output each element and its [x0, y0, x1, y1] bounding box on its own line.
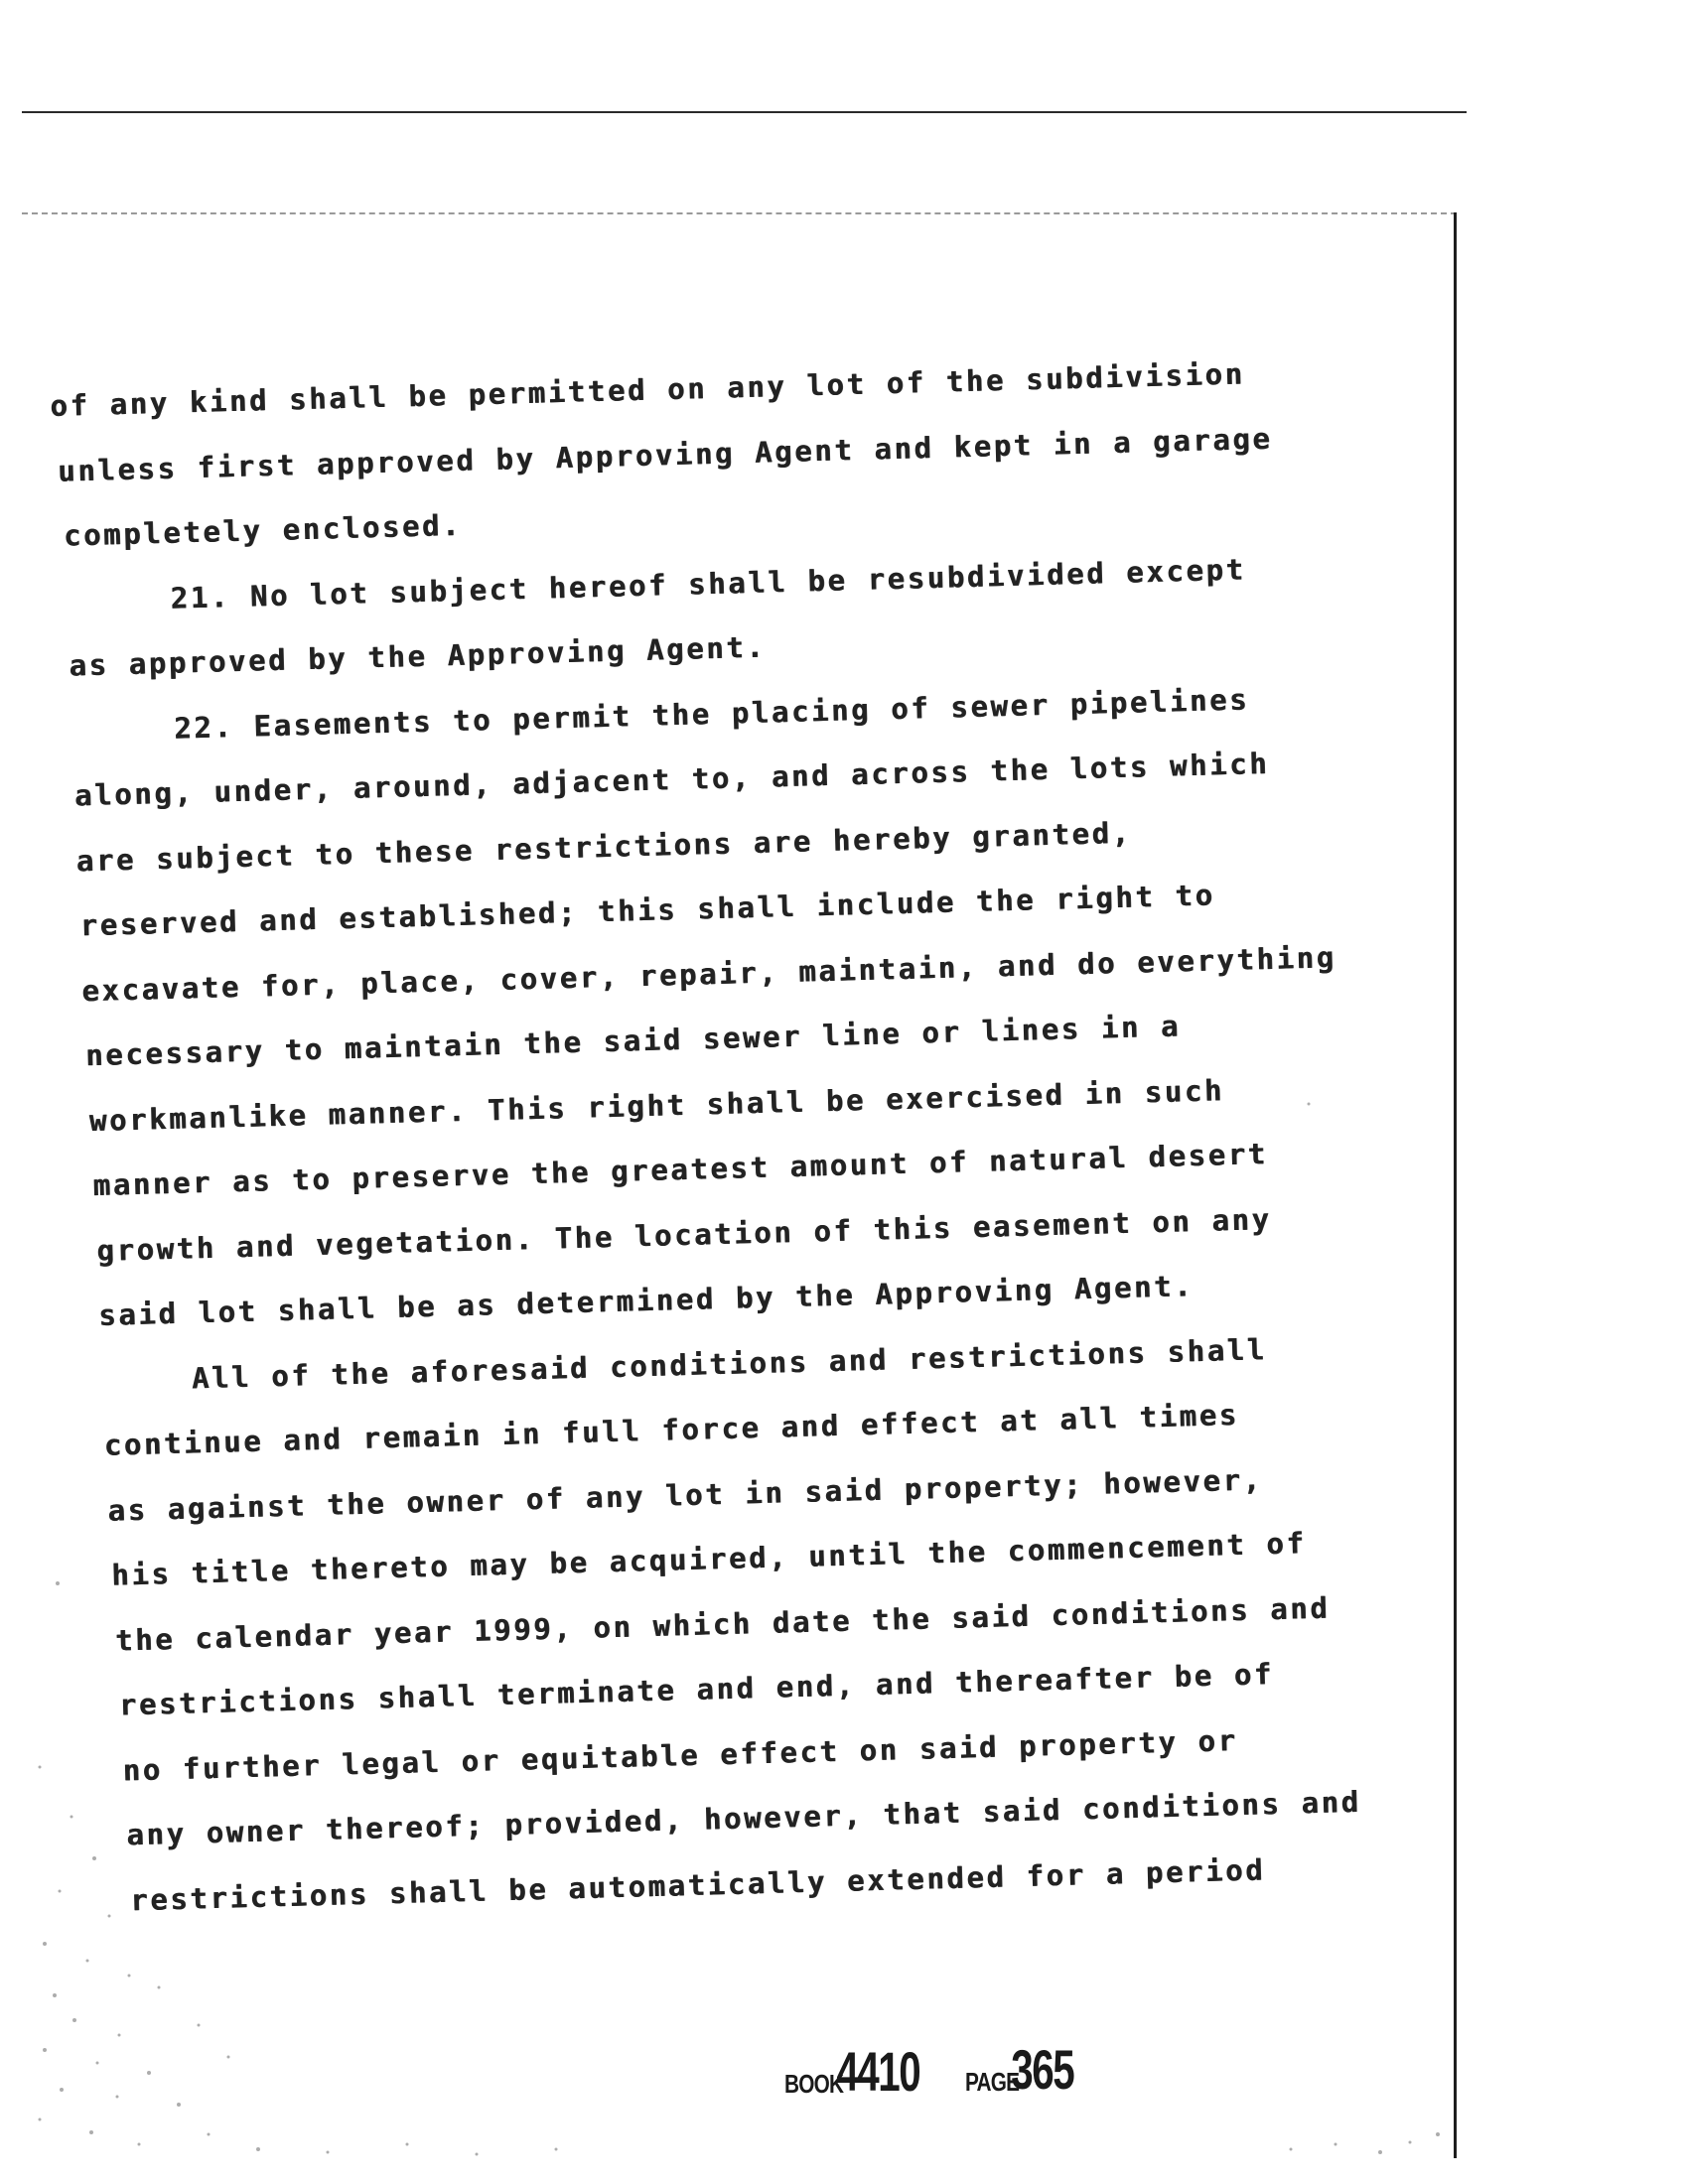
text-line: reserved and established; this shall include the right to — [79, 878, 1215, 943]
text-line: the calendar year 1999, on which date the said conditions and — [114, 1590, 1331, 1658]
text-line: growth and vegetation. The location of this easement on any — [95, 1202, 1272, 1269]
book-number: 4410 — [836, 2040, 920, 2103]
text-line: restrictions shall terminate and end, and thereafter be of — [118, 1657, 1275, 1722]
text-line: excavate for, place, cover, repair, maintain, and do everything — [80, 940, 1337, 1009]
top-rule — [22, 111, 1467, 113]
text-line: workmanlike manner. This right shall be exercised in such — [88, 1073, 1225, 1139]
text-line: restrictions shall be automatically extended for a period — [129, 1852, 1266, 1918]
text-line: completely enclosed. — [63, 507, 463, 553]
text-line: All of the aforesaid conditions and restrictions shall — [191, 1332, 1268, 1396]
document-body — [50, 356, 1414, 2019]
text-line: unless first approved by Approving Agent and kept in a garage — [57, 421, 1273, 488]
text-line: any owner thereof; provided, however, that said conditions and — [125, 1784, 1362, 1852]
text-line: his title thereto may be acquired, until the commencement of — [110, 1526, 1307, 1592]
text-line: as approved by the Approving Agent. — [69, 629, 767, 683]
text-line: as against the owner of any lot in said property; however, — [107, 1462, 1263, 1528]
text-line: continue and remain in full force and effect at all times — [103, 1397, 1240, 1462]
text-line: are subject to these restrictions are hereby granted, — [75, 815, 1133, 879]
page-edge-top — [22, 212, 1457, 214]
page-edge-right — [1454, 212, 1457, 2158]
book-page-reference — [784, 2040, 1162, 2104]
page-number: 365 — [1011, 2038, 1074, 2101]
text-line: no further legal or equitable effect on said property or — [122, 1723, 1238, 1788]
text-line: along, under, around, adjacent to, and across the lots which — [73, 746, 1270, 813]
text-line: manner as to preserve the greatest amount of natural desert — [92, 1137, 1269, 1203]
text-line: 21. No lot subject hereof shall be resubdivided except — [170, 552, 1246, 615]
book-label: BOOK — [784, 2069, 844, 2099]
text-line: of any kind shall be permitted on any lot of the subdivision — [49, 356, 1245, 423]
text-line: said lot shall be as determined by the Approving Agent. — [97, 1269, 1195, 1333]
text-line: necessary to maintain the said sewer line or lines in a — [84, 1009, 1182, 1073]
page-label: PAGE — [965, 2067, 1020, 2097]
text-line: 22. Easements to permit the placing of sewer pipelines — [173, 682, 1250, 746]
